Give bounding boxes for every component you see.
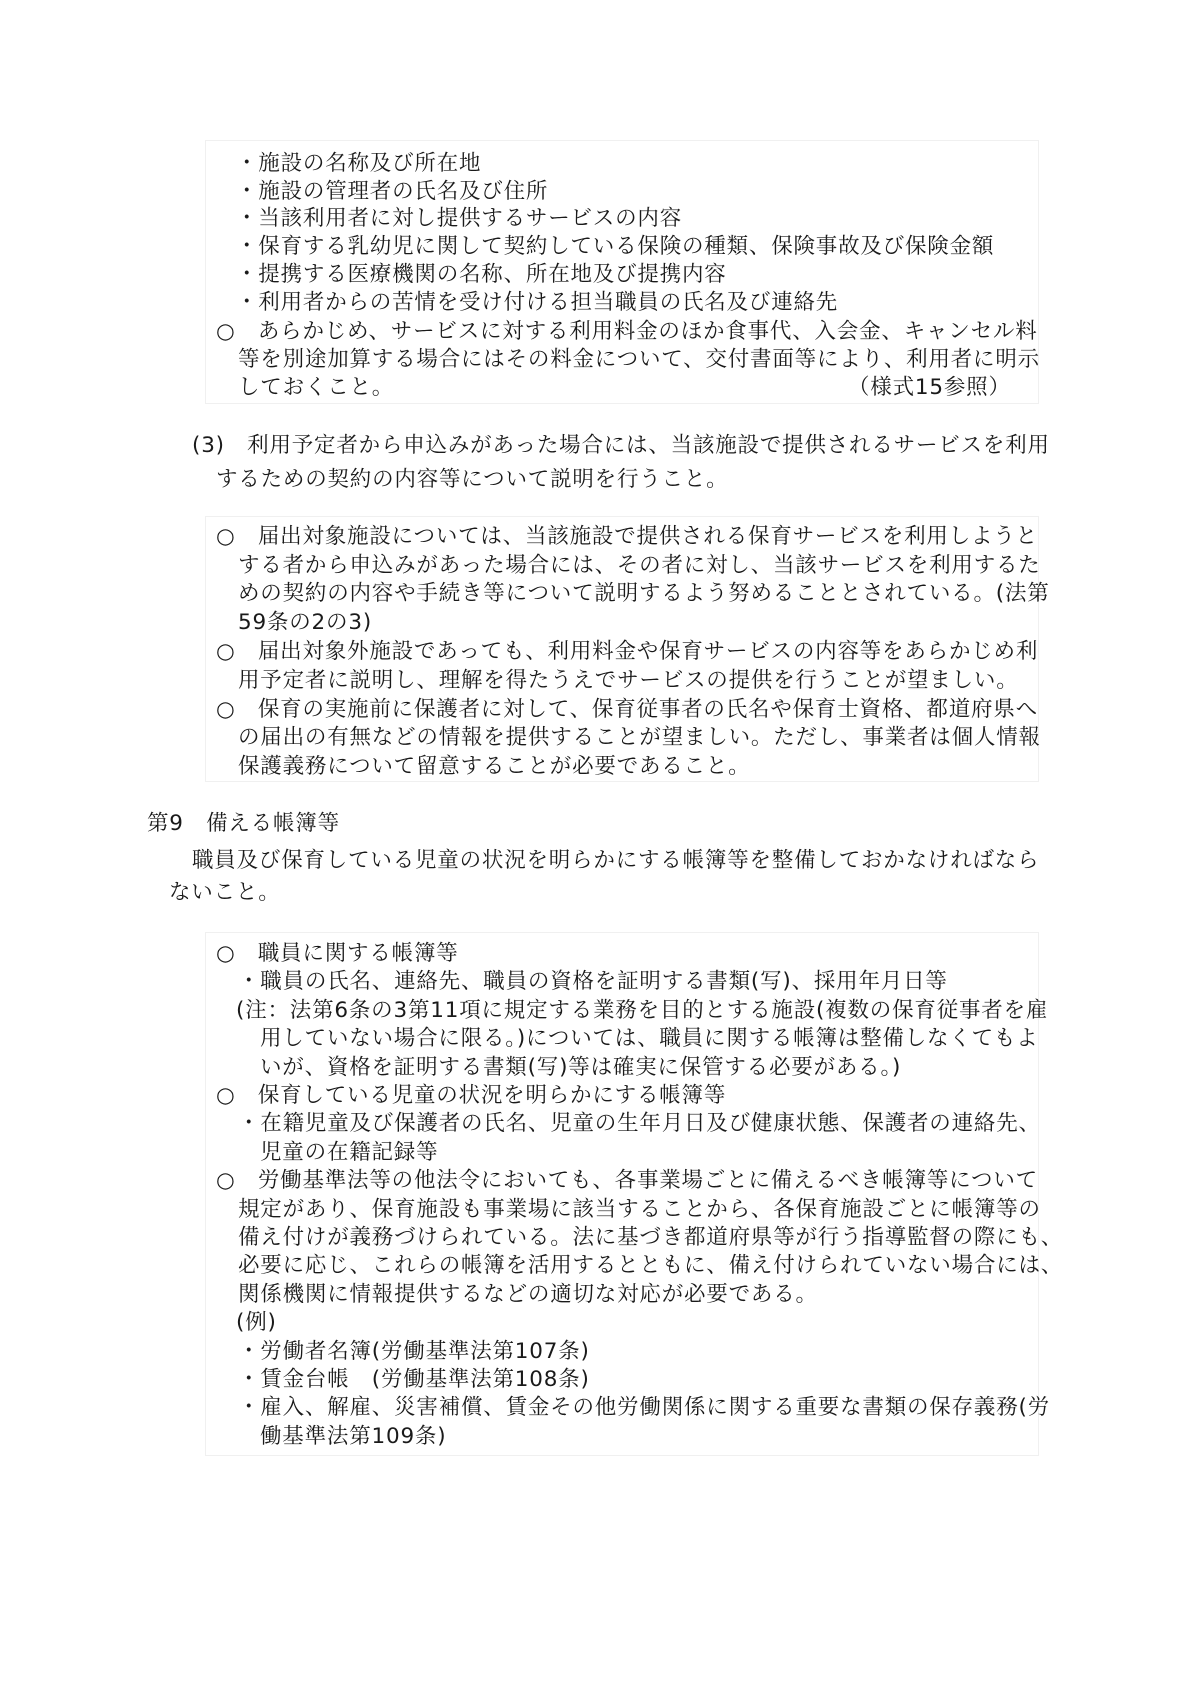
box2-line: の届出の有無などの情報を提供することが望ましい。ただし、事業者は個人情報: [238, 725, 1041, 750]
box2-line: ○ 届出対象外施設であっても、利用料金や保育サービスの内容等をあらかじめ利: [216, 639, 1039, 664]
box3-line: いが、資格を証明する書類(写)等は確実に保管する必要がある。): [260, 1055, 902, 1080]
box2-line: 59条の2の3): [238, 610, 373, 635]
section-paragraph-line: 職員及び保育している児童の状況を明らかにする帳簿等を整備しておかなければなら: [192, 848, 1040, 873]
section-heading: 第9 備える帳簿等: [147, 811, 340, 836]
bullet-item: ・施設の名称及び所在地: [236, 151, 482, 176]
box3-line: ・在籍児童及び保護者の氏名、児童の生年月日及び健康状態、保護者の連絡先、: [238, 1111, 1041, 1136]
item-3-line: (3) 利用予定者から申込みがあった場合には、当該施設で提供されるサービスを利用: [192, 433, 1050, 458]
box2-line: ○ 届出対象施設については、当該施設で提供される保育サービスを利用しようと: [216, 524, 1038, 549]
item-3-line: するための契約の内容等について説明を行うこと。: [216, 467, 729, 492]
box3-line: ・賃金台帳 (労働基準法第108条): [238, 1367, 590, 1392]
box2-line: ○ 保育の実施前に保護者に対して、保育従事者の氏名や保育士資格、都道府県へ: [216, 697, 1038, 722]
bullet-item: ・提携する医療機関の名称、所在地及び提携内容: [236, 262, 727, 287]
box2-line: めの契約の内容や手続き等について説明するよう努めることとされている。(法第: [238, 581, 1050, 606]
box3-line: 働基準法第109条): [260, 1424, 447, 1449]
section-paragraph-line: ないこと。: [169, 880, 281, 905]
bullet-item: ・当該利用者に対し提供するサービスの内容: [236, 206, 683, 231]
form-reference: （様式15参照）: [848, 375, 1011, 400]
bullet-item: ・保育する乳幼児に関して契約している保険の種類、保険事故及び保険金額: [236, 234, 995, 259]
box2-line: 保護義務について留意することが必要であること。: [238, 754, 751, 779]
box3-line: (例): [236, 1310, 277, 1335]
box2-line: する者から申込みがあった場合には、その者に対し、当該サービスを利用するた: [238, 553, 1041, 578]
note-line: ○ あらかじめ、サービスに対する利用料金のほか食事代、入会金、キャンセル料: [216, 319, 1038, 344]
box3-line: ・雇入、解雇、災害補償、賃金その他労働関係に関する重要な書類の保存義務(労: [238, 1395, 1050, 1420]
box3-line: 必要に応じ、これらの帳簿を活用するとともに、備え付けられていない場合には、: [238, 1253, 1064, 1278]
box3-line: 規定があり、保育施設も事業場に該当することから、各保育施設ごとに帳簿等の: [238, 1197, 1041, 1222]
box3-line: 用していない場合に限る。)については、職員に関する帳簿は整備しなくてもよ: [260, 1026, 1039, 1051]
box3-line: ○ 保育している児童の状況を明らかにする帳簿等: [216, 1083, 727, 1108]
note-line: しておくこと。: [238, 375, 395, 400]
box3-line: (注：法第6条の3第11項に規定する業務を目的とする施設(複数の保育従事者を雇: [236, 998, 1049, 1023]
box3-line: 備え付けが義務づけられている。法に基づき都道府県等が行う指導監督の際にも、: [238, 1225, 1064, 1250]
box3-line: ・労働者名簿(労働基準法第107条): [238, 1339, 590, 1364]
note-line: 等を別途加算する場合にはその料金について、交付書面等により、利用者に明示: [238, 347, 1040, 372]
box3-line: 児童の在籍記録等: [260, 1140, 439, 1165]
box2-line: 用予定者に説明し、理解を得たうえでサービスの提供を行うことが望ましい。: [238, 668, 1019, 693]
box3-line: 関係機関に情報提供するなどの適切な対応が必要である。: [238, 1282, 818, 1307]
bullet-item: ・利用者からの苦情を受け付ける担当職員の氏名及び連絡先: [236, 290, 839, 315]
box3-line: ○ 職員に関する帳簿等: [216, 941, 459, 966]
bullet-item: ・施設の管理者の氏名及び住所: [236, 179, 549, 204]
box3-line: ○ 労働基準法等の他法令においても、各事業場ごとに備えるべき帳簿等について: [216, 1168, 1038, 1193]
box3-line: ・職員の氏名、連絡先、職員の資格を証明する書類(写)、採用年月日等: [238, 969, 948, 994]
